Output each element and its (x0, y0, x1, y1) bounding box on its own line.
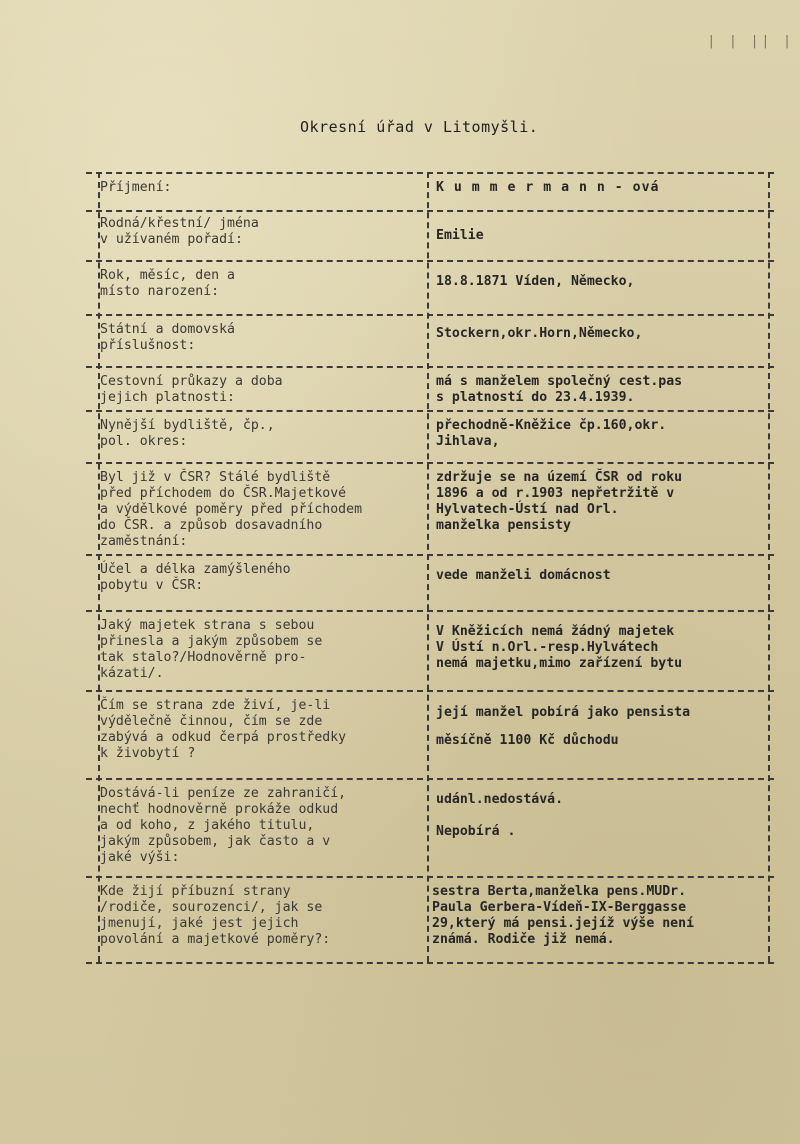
question-label: Čím se strana zde živí, je-li výdělečně činnou, čím se zde zabývá a odkud čerpá prostředky k živobytí ? (100, 698, 347, 761)
answer-value: přechodně-Kněžice čp.160,okr. Jihlava, (436, 418, 667, 449)
question-label: Státní a domovská příslušnost: (100, 322, 235, 353)
question-label: Byl již v ČSR? Stálé bydliště před příchodem do ČSR.Majetkové a výdělkové poměry před příchodem do ČSR. a způsob dosavadního zaměstnání: (100, 470, 363, 549)
answer-value: udánl.nedostává. Nepobírá . (436, 792, 564, 839)
question-label: Účel a délka zamýšleného pobytu v ČSR: (100, 562, 291, 593)
table-row (86, 692, 774, 780)
office-heading: Okresní úřad v Litomyšli. (300, 118, 539, 136)
table-row (86, 412, 774, 464)
answer-value: V Kněžicích nemá žádný majetek V Ústí n.Orl.-resp.Hylvátech nemá majetku,mimo zařízení bytu (436, 624, 683, 671)
answer-value: vede manželi domácnost (436, 568, 611, 583)
question-label: Příjmení: (100, 180, 172, 195)
question-label: Cestovní průkazy a doba jejich platnosti: (100, 374, 283, 405)
answer-value: její manžel pobírá jako pensista měsíčně 1100 Kč důchodu (436, 705, 691, 748)
table-row (86, 368, 774, 412)
table-row (86, 464, 774, 556)
question-label: Rok, měsíc, den a místo narození: (100, 268, 235, 299)
answer-value: má s manželem společný cest.pas s platností do 23.4.1939. (436, 374, 683, 405)
answer-value: K u m m e r m a n n - ová (436, 180, 660, 195)
question-label: Jaký majetek strana s sebou přinesla a jakým způsobem se tak stalo?/Hodnověrně pro- kázati/. (100, 618, 323, 681)
page-marks: | | || | (707, 34, 794, 49)
question-label: Rodná/křestní/ jména v užívaném pořadí: (100, 216, 259, 247)
question-label: Nynější bydliště, čp., pol. okres: (100, 418, 275, 449)
question-label: Kde žijí příbuzní strany /rodiče, sourozenci/, jak se jmenují, jaké jest jejich povolání a majetkové poměry?: (100, 884, 331, 947)
table-row (86, 612, 774, 692)
table-row (86, 172, 774, 212)
answer-value: 18.8.1871 Víden, Německo, (436, 274, 635, 289)
table-row (86, 262, 774, 316)
answer-value: Stockern,okr.Horn,Německo, (436, 326, 643, 341)
answer-value: Emilie (436, 228, 484, 243)
answer-value: zdržuje se na území ČSR od roku 1896 a od r.1903 nepřetržitě v Hylvatech-Ústí nad Orl. manželka pensisty (436, 470, 683, 533)
table-row (86, 878, 774, 964)
table-row (86, 780, 774, 878)
answer-value: sestra Berta,manželka pens.MUDr. Paula Gerbera-Vídeň-IX-Berggasse 29,který má pensi.jejíž výše není známá. Rodiče již nemá. (432, 884, 695, 947)
table-row (86, 210, 774, 262)
table-row (86, 556, 774, 612)
table-row (86, 316, 774, 368)
question-label: Dostává-li peníze ze zahraničí, nechť hodnověrně prokáže odkud a od koho, z jakého titulu, jakým způsobem, jak často a v jaké výši: (100, 786, 347, 865)
